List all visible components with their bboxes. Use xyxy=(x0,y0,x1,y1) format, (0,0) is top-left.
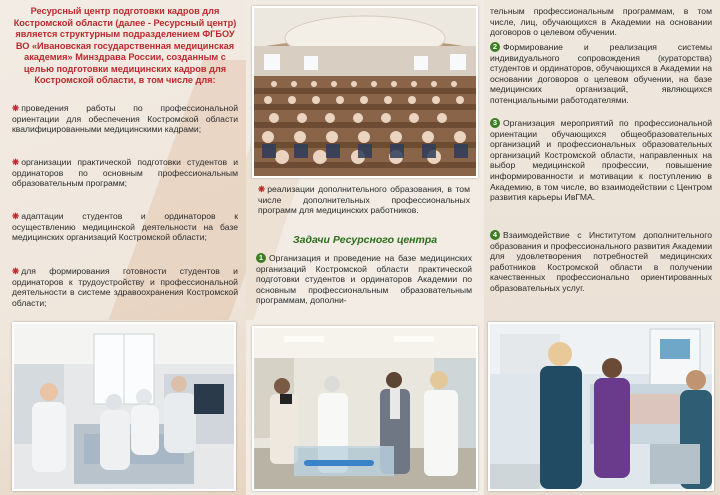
bullet-icon: ❋ xyxy=(12,266,20,276)
number-badge: 3 xyxy=(490,118,500,128)
goal-item-2: ❋ организации практической подготовки студентов и ординаторов по основным профессиональным образовательным программ; xyxy=(12,157,238,189)
photo-neonatal-ward xyxy=(12,322,236,491)
photo-hospital-visit xyxy=(252,326,478,491)
task-item-1-continued: тельным профессиональным программам, в том числе, лиц, обучающихся в Академии на основании договоров о целевом обучении. xyxy=(490,6,712,38)
bullet-icon: ❋ xyxy=(12,211,20,221)
left-column xyxy=(0,0,246,495)
goal-item-1: ❋ проведения работы по профессиональной ориентации для обеспечения Костромской области квалифицированными медицинскими кадрами; xyxy=(12,103,238,135)
right-column xyxy=(484,0,720,495)
bullet-icon: ❋ xyxy=(258,184,266,194)
bullet-icon: ❋ xyxy=(12,103,20,113)
tasks-heading: Задачи Ресурсного центра xyxy=(292,234,438,246)
task-item-3: 3 Организация мероприятий по профессиональной ориентации обучающихся общеобразовательных организаций и профессиональных образовательных организаций Костромской области, направленных на выбор медицинской профессии, повышение информированности и мотивации к поступлению в Академию, в том числе, во взаимодействии с Центром развития карьеры ИвГМА. xyxy=(490,118,712,203)
goal-item-5: ❋ реализации дополнительного образования, в том числе дополнительных профессиональных программ для медицинских работников. xyxy=(258,184,470,216)
bullet-icon: ❋ xyxy=(12,157,20,167)
number-badge: 2 xyxy=(490,42,500,52)
middle-column xyxy=(246,0,484,495)
photo-lecture-hall xyxy=(252,6,478,178)
number-badge: 4 xyxy=(490,230,500,240)
task-item-2: 2 Формирование и реализация системы индивидуального сопровождения (кураторства) студентов и ординаторов, обучающихся в Академии на основании договоров о целевом обучении, на базе медицинских организаций, являющихся потенциальными работодателями. xyxy=(490,42,712,105)
task-item-4: 4 Взаимодействие с Институтом дополнительного образования и профессионального развития Академии для удовлетворения потребностей медицинских работников Костромской области в получении качественных профессионально ориентированных образовательных услуг. xyxy=(490,230,713,293)
number-badge: 1 xyxy=(256,253,266,263)
photo-nicu-staff xyxy=(488,322,714,491)
goal-item-3: ❋ адаптации студентов и ординаторов к осуществлению медицинской деятельности на базе медицинских организаций Костромской области; xyxy=(12,211,238,243)
goal-item-4: ❋ для формирования готовности студентов и ординаторов к трудоустройству и профессиональной деятельности в системе здравоохранения Костромской области; xyxy=(12,266,238,308)
intro-paragraph: Ресурсный центр подготовки кадров для Костромской области (далее - Ресурсный центр) является структурным подразделением ФГБОУ ВО «Ивановская государственная медицинская академия» Минздрава России, созданным с целью подготовки медицинских кадров для Костромской области, в том числе для: xyxy=(13,6,237,85)
task-item-1: 1 Организация и проведение на базе медицинских организаций Костромской области практической подготовки студентов и ординаторов Академии по основным профессиональным образовательным программам, дополни- xyxy=(256,253,472,306)
